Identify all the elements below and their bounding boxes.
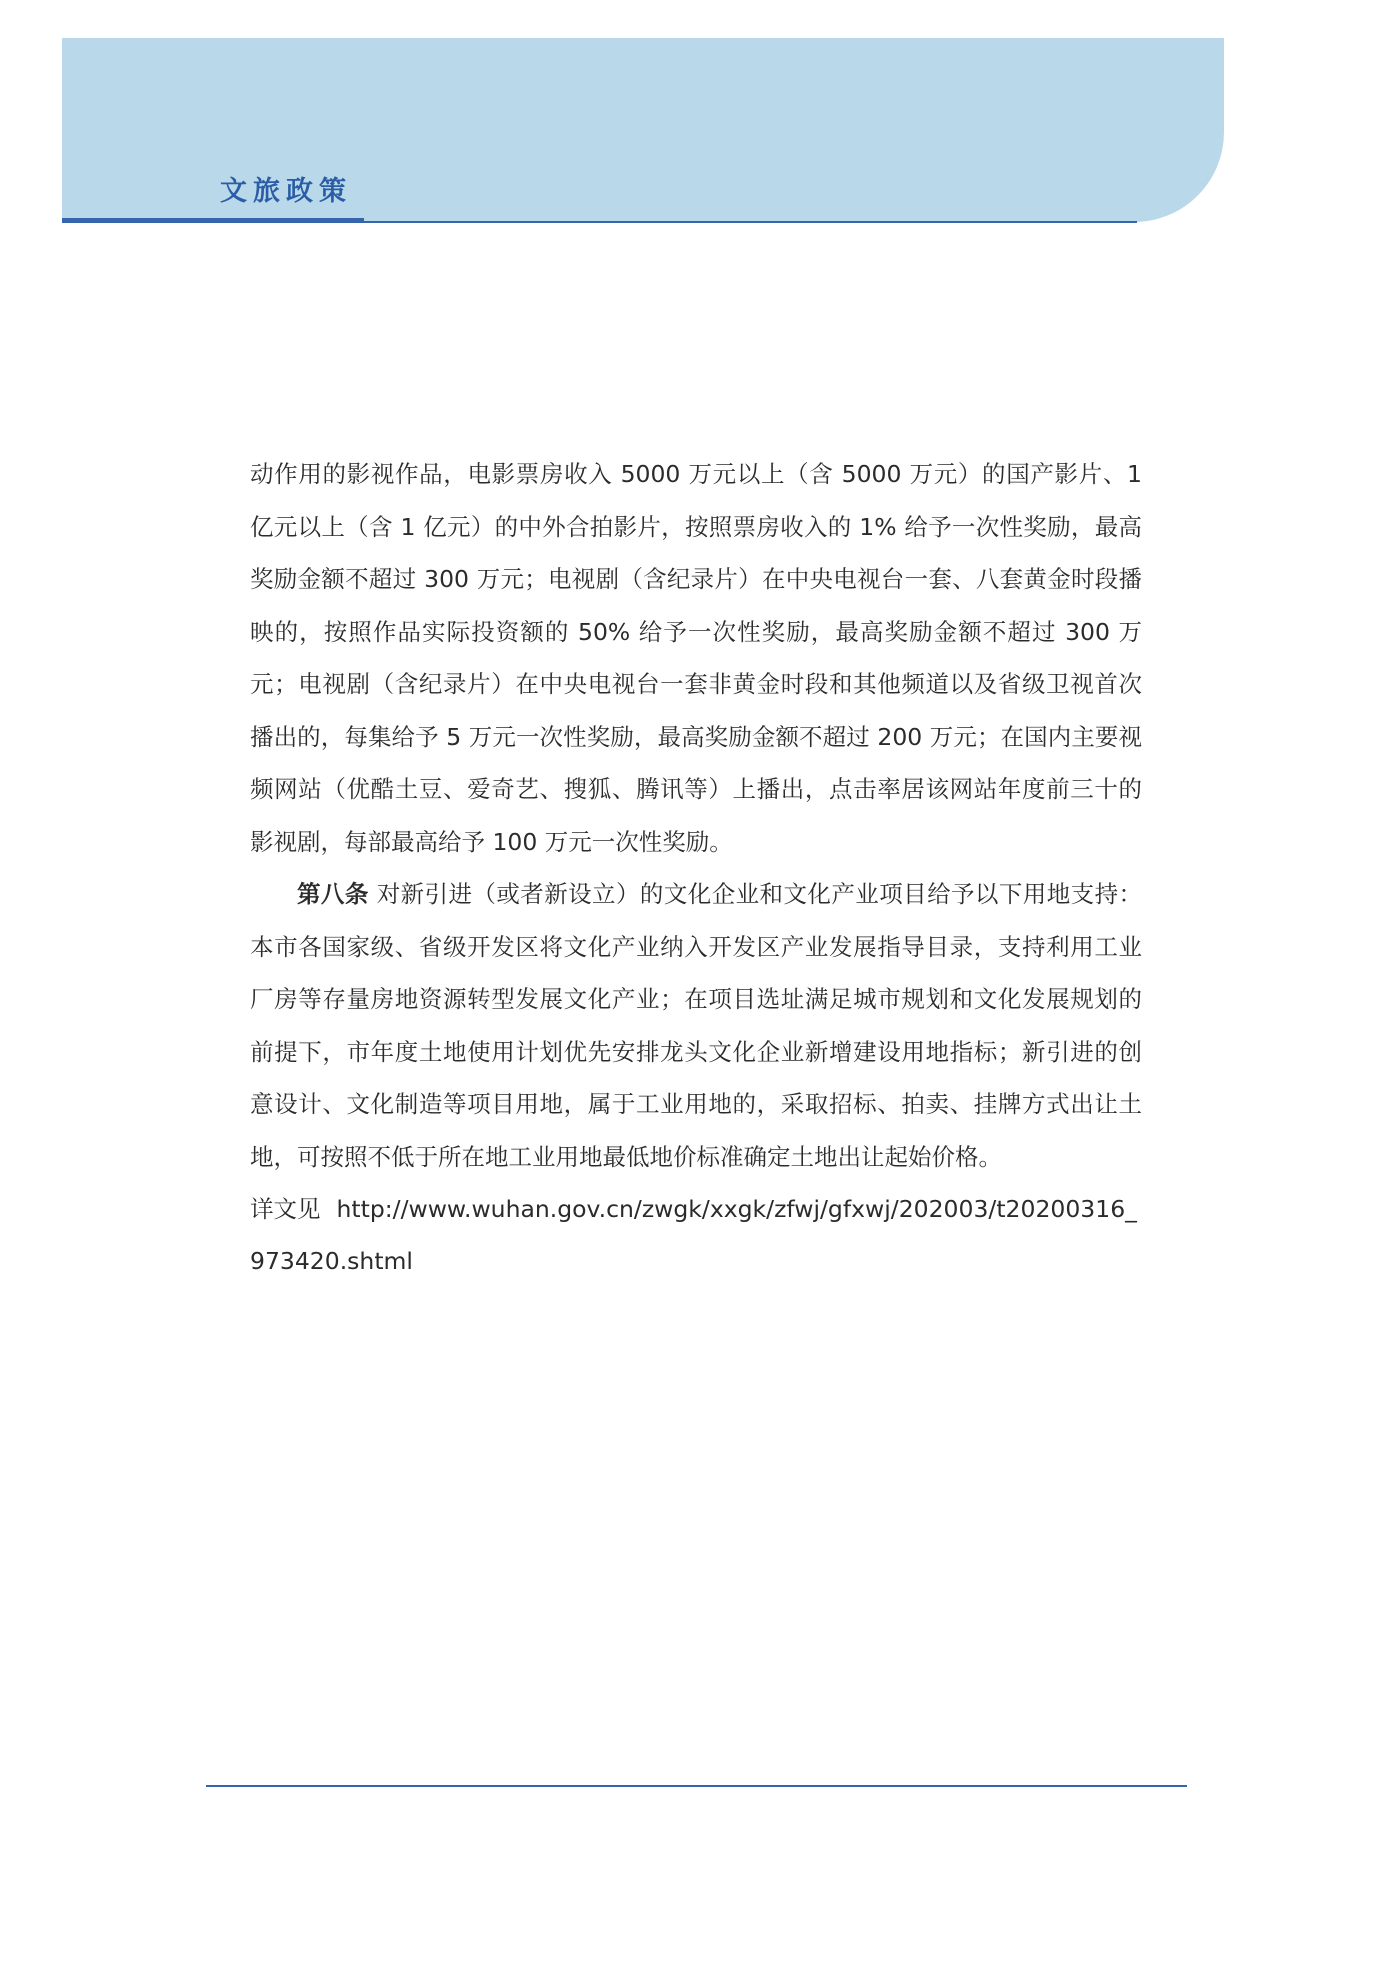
article-8-label: 第八条 xyxy=(297,880,369,908)
article-8-text: 对新引进（或者新设立）的文化企业和文化产业项目给予以下用地支持：本市各国家级、省级开发区将文化产业纳入开发区产业发展指导目录，支持利用工业厂房等存量房地资源转型发展文化产业；在项目选址满足城市规划和文化发展规划的前提下，市年度土地使用计划优先安排龙头文化企业新增建设用地指标；新引进的创意设计、文化制造等项目用地，属于工业用地的，采取招标、拍卖、挂牌方式出让土地，可按照不低于所在地工业用地最低地价标准确定土地出让起始价格。 xyxy=(250,880,1142,1171)
reference-url[interactable]: http://www.wuhan.gov.cn/zwgk/xxgk/zfwj/gfxwj/202003/t20200316_973420.shtml xyxy=(250,1195,1137,1275)
reference-line xyxy=(250,1183,1142,1287)
header-accent-rule xyxy=(62,218,364,223)
reference-label: 详文见 xyxy=(250,1195,321,1223)
article-body xyxy=(250,448,1142,1183)
footer-divider xyxy=(206,1785,1187,1787)
section-title: 文旅政策 xyxy=(220,176,352,207)
paragraph-article-8 xyxy=(250,868,1142,1183)
header-divider xyxy=(364,221,1137,223)
paragraph-continuation: 动作用的影视作品，电影票房收入 5000 万元以上（含 5000 万元）的国产影片、1 亿元以上（含 1 亿元）的中外合拍影片，按照票房收入的 1% 给予一次性奖励，最高奖励金额不超过 300 万元；电视剧（含纪录片）在中央电视台一套、八套黄金时段播映的，按照作品实际投资额的 50% 给予一次性奖励，最高奖励金额不超过 300 万元；电视剧（含纪录片）在中央电视台一套非黄金时段和其他频道以及省级卫视首次播出的，每集给予 5 万元一次性奖励，最高奖励金额不超过 200 万元；在国内主要视频网站（优酷土豆、爱奇艺、搜狐、腾讯等）上播出，点击率居该网站年度前三十的影视剧，每部最高给予 100 万元一次性奖励。 xyxy=(250,460,1142,856)
